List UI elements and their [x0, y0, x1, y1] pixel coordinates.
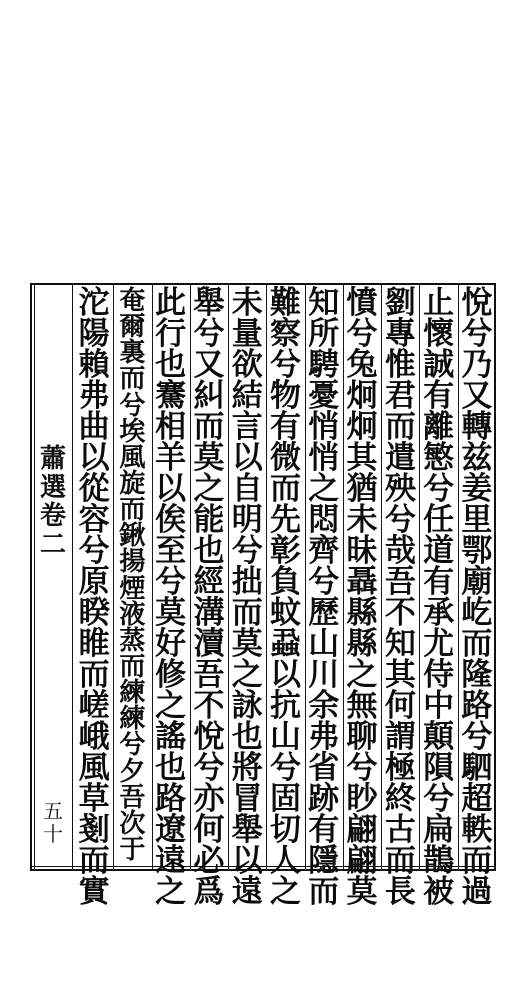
center-rule-right	[72, 283, 73, 871]
center-rule-left	[34, 283, 35, 871]
text-column: 劉 專 惟 君 而 遣 殃 兮 哉 吾 不 知 其 何 謂 極 終 古 而 長	[384, 285, 416, 910]
column-divider	[343, 283, 344, 871]
margin-folio: 五 十	[43, 799, 63, 846]
column-divider	[113, 283, 114, 871]
column-divider	[381, 283, 382, 871]
text-column: 憤 兮 兔 炯 炯 其 猶 未 昧 聶 縣 縣 之 無 聊 兮 眇 翩 翩 莫	[346, 285, 378, 910]
column-divider	[305, 283, 306, 871]
column-divider	[266, 283, 267, 871]
text-column: 奄 爾 裏 而 兮 埃 風 旋 而 鍬 揚 煙 液 蒸 而 練 練 兮 夕 吾 次 于	[119, 286, 146, 865]
column-divider	[190, 283, 191, 871]
column-divider	[228, 283, 229, 871]
text-column: 悅 兮 乃 又 轉 兹 姜 里 鄂 廟 屹 而 隆 路 兮 駟 超 軼 而 過	[461, 285, 493, 910]
text-column: 難 察 兮 物 有 微 而 先 彰 負 蚊 蝨 以 抗 山 兮 固 切 人 之	[270, 285, 301, 910]
text-column: 止 懷 誠 有 離 慜 兮 任 道 有 承 尤 侍 中 顛 隕 兮 扁 鵲 被	[423, 285, 455, 910]
text-column: 此 行 也 騫 相 羊 以 俟 至 兮 莫 好 修 之 謠 也 路 遼 遠 之	[155, 285, 187, 910]
text-column: 舉 兮 又 糾 而 莫 之 能 也 經 溝 瀆 吾 不 悅 兮 亦 何 必 爲	[193, 285, 225, 910]
column-divider	[458, 283, 459, 871]
text-column: 沱 陽 賴 弗 曲 以 從 容 兮 原 睽 睢 而 嵯 峨 風 草 剗 而 實	[78, 285, 110, 910]
margin-title: 蕭 選 卷 二	[39, 444, 66, 560]
text-column: 未 量 欲 結 言 以 自 明 兮 拙 而 莫 之 詠 也 將 冒 舉 以 遠	[231, 285, 263, 910]
column-divider	[152, 283, 153, 871]
column-divider	[419, 283, 420, 871]
text-column: 知 所 騁 憂 悄 悄 之 悶 齊 兮 歷 山 川 余 弗 省 跡 有 隱 而	[308, 285, 340, 910]
